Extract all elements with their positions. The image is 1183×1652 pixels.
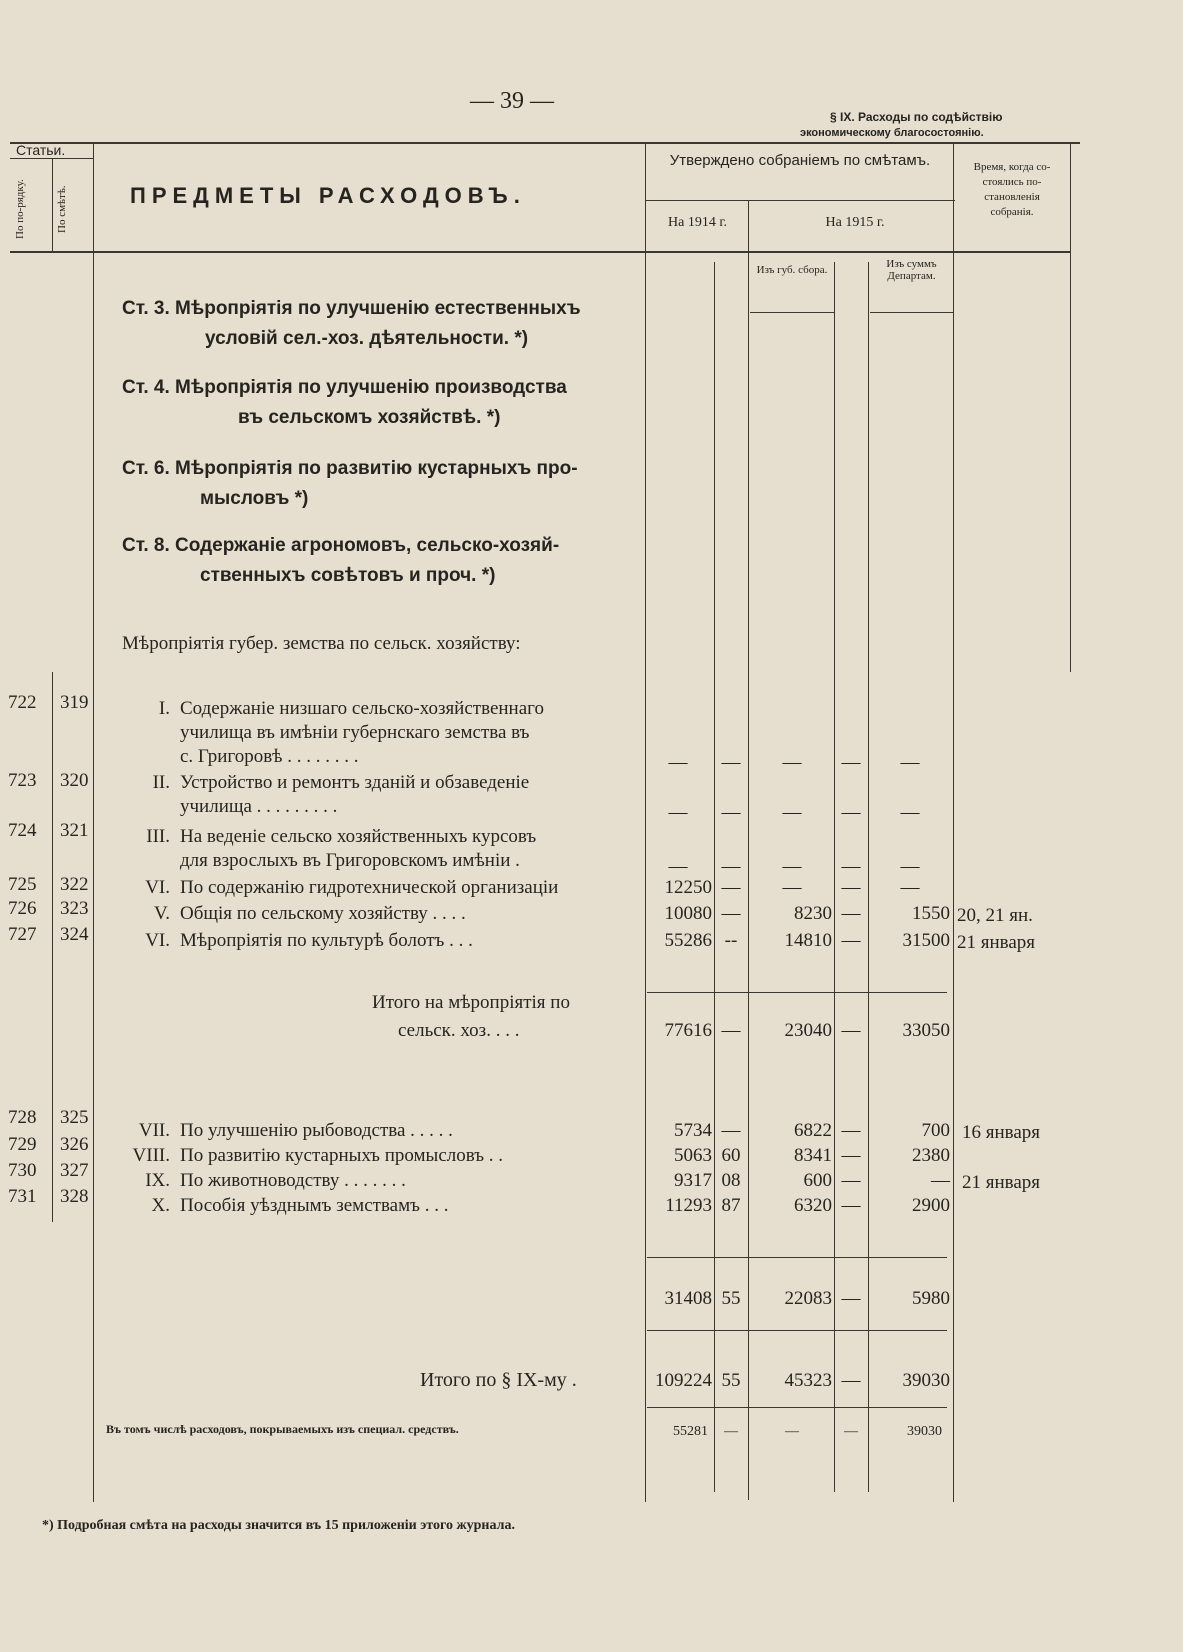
table-cell: 21 января [962,1172,1041,1193]
table-cell: 727 [8,924,37,945]
table-cell: 327 [60,1160,89,1181]
table-cell: 5734 [674,1120,712,1141]
table-cell: 328 [60,1186,89,1207]
table-cell: — [721,856,741,877]
table-cell: 6320 [794,1195,832,1216]
table-cell: 20, 21 ян. [957,905,1033,926]
table-cell: 23040 [784,1020,832,1041]
table-cell: — [668,856,688,877]
table-cell: 21 января [957,932,1036,953]
table-cell: VI. [145,877,170,898]
table-cell: — [782,752,802,773]
table-cell: — [721,877,741,898]
table-cell: 2900 [912,1195,950,1216]
article-8-line2: ственныхъ совѣтовъ и проч. *) [200,565,496,586]
table-cell: — [721,1020,741,1041]
table-cell: 39030 [907,1424,942,1439]
table-cell: 6822 [794,1120,832,1141]
table-cell: — [785,1424,799,1439]
header-from-gub: Изъ губ. сбора. [756,264,828,276]
table-cell: 109224 [655,1370,712,1391]
table-cell: сельск. хоз. . . . [398,1020,520,1041]
header-from-dept: Изъ суммъ Департам. [886,258,937,282]
table-cell: Устройство и ремонтъ зданій и обзаведеніе [180,772,530,793]
table-cell: — [900,802,920,823]
table-cell: 55286 [664,930,712,951]
header-stati: Статьи. [16,142,66,158]
table-cell: — [844,1424,858,1439]
table-cell: 16 января [962,1122,1041,1143]
table-cell: Пособія уѣзднымъ земствамъ . . . [180,1195,449,1216]
table-cell: IX. [145,1170,170,1191]
table-cell: — [841,1145,861,1166]
table-cell: 322 [60,874,89,895]
table-cell: 319 [60,692,89,713]
table-cell: X. [151,1195,170,1216]
article-3-line2: условій сел.-хоз. дѣятельности. *) [205,328,529,349]
table-cell: — [782,877,802,898]
table-cell: По животноводству . . . . . . . [180,1170,406,1191]
table-cell: — [841,856,861,877]
table-cell: — [900,856,920,877]
table-cell: 87 [721,1195,741,1216]
table-cell: — [841,1195,861,1216]
article-4-line1: Ст. 4. Мѣропріятія по улучшенію производства [122,377,567,398]
table-cell: 31408 [664,1288,712,1309]
table-cell: По улучшенію рыбоводства . . . . . [180,1120,453,1141]
article-6-line2: мысловъ *) [200,488,309,509]
table-cell: — [782,802,802,823]
table-cell: Мѣропріятія по культурѣ болотъ . . . [180,930,473,951]
table-cell: 724 [8,820,37,841]
table-cell: 728 [8,1107,37,1128]
table-cell: VIII. [132,1145,170,1166]
table-cell: 31500 [902,930,950,951]
table-cell: 725 [8,874,37,895]
table-cell: 321 [60,820,89,841]
table-cell: — [841,930,861,951]
table-cell: с. Григоровѣ . . . . . . . . [180,746,359,767]
table-cell: 731 [8,1186,37,1207]
table-cell: 77616 [664,1020,712,1041]
table-cell: Общія по сельскому хозяйству . . . . [180,903,466,924]
table-cell: Въ томъ числѣ расходовъ, покрываемыхъ изъ специал. средствъ. [106,1422,459,1436]
table-cell: — [841,1020,861,1041]
table-cell: — [841,877,861,898]
table-cell: — [841,802,861,823]
table-cell: 5980 [912,1288,950,1309]
table-cell: — [841,1370,861,1391]
table-cell: V. [153,903,170,924]
table-cell: 726 [8,898,37,919]
table-cell: 700 [921,1120,950,1141]
article-6-line1: Ст. 6. Мѣропріятія по развитію кустарныхъ про- [122,458,578,479]
table-cell: — [724,1424,738,1439]
table-cell: 2380 [912,1145,950,1166]
table-cell: — [900,877,920,898]
table-cell: III. [146,826,170,847]
table-cell: 8341 [794,1145,832,1166]
table-cell: — [841,752,861,773]
table-cell: 8230 [794,903,832,924]
header-po-poryadku: По по-рядку. [14,179,26,239]
table-cell: — [721,802,741,823]
table-cell: 9317 [674,1170,712,1191]
table-cell: — [931,1170,950,1191]
table-cell: 723 [8,770,37,791]
table-cell: — [782,856,802,877]
table-cell: училища . . . . . . . . . [180,796,338,817]
table-cell: 39030 [902,1370,950,1391]
header-predmety: ПРЕДМЕТЫ РАСХОДОВЪ. [130,183,526,208]
table-cell: 722 [8,692,37,713]
table-cell: По развитію кустарныхъ промысловъ . . [180,1145,504,1166]
footnote: *) Подробная смѣта на расходы значится въ 15 приложеніи этого журнала. [42,1518,515,1533]
table-cell: 325 [60,1107,89,1128]
table-cell: — [841,1288,861,1309]
table-cell: 55281 [673,1424,708,1439]
table-cell: 22083 [784,1288,832,1309]
table-cell: — [668,802,688,823]
table-cell: 326 [60,1134,89,1155]
table-cell: — [841,1170,861,1191]
table-cell: — [668,752,688,773]
table-cell: 1550 [912,903,950,924]
table-cell: 12250 [664,877,712,898]
table-cell: 11293 [665,1195,712,1216]
table-cell: Содержаніе низшаго сельско-хозяйственнаго [180,698,544,719]
table-cell: I. [158,698,170,719]
header-1914: На 1914 г. [668,215,727,230]
table-cell: 33050 [902,1020,950,1041]
article-8-line1: Ст. 8. Содержаніе агрономовъ, сельско-хозяй- [122,535,560,556]
header-time: Время, когда со-стоялись по-становленія собранія. [973,161,1051,218]
table-cell: 08 [721,1170,741,1191]
table-cell: 324 [60,924,89,945]
table-cell: — [721,1120,741,1141]
table-cell: 730 [8,1160,37,1181]
table-cell: для взрослыхъ въ Григоровскомъ имѣніи . [180,850,520,871]
table-cell: На веденіе сельско хозяйственныхъ курсовъ [180,826,537,847]
table-cell: Итого на мѣропріятія по [372,992,570,1013]
header-approved: Утверждено собраніемъ по смѣтамъ. [669,152,931,169]
table-cell: — [721,903,741,924]
table-cell: -- [724,930,738,951]
subheading: Мѣропріятія губер. земства по сельск. хозяйству: [122,633,521,654]
table-cell: II. [152,772,170,793]
table-cell: 55 [721,1288,741,1309]
table-cell: 320 [60,770,89,791]
table-cell: 45323 [784,1370,832,1391]
page-number: — 39 — [470,88,554,114]
table-cell: училища въ имѣніи губернскаго земства въ [180,722,530,743]
table-cell: 5063 [674,1145,712,1166]
table-cell: Итого по § IX-му . [420,1369,577,1391]
table-cell: 60 [721,1145,741,1166]
table-cell: VI. [145,930,170,951]
table-cell: 55 [721,1370,741,1391]
table-cell: 10080 [664,903,712,924]
table-cell: 323 [60,898,89,919]
table-cell: — [841,903,861,924]
table-cell: По содержанію гидротехнической организаціи [180,877,559,898]
table-cell: — [841,1120,861,1141]
article-4-line2: въ сельскомъ хозяйствѣ. *) [238,407,501,428]
table-cell: — [721,752,741,773]
section-heading-line1: § IX. Расходы по содѣйствію [830,110,1003,124]
header-1915: На 1915 г. [825,215,885,230]
table-cell: VII. [138,1120,170,1141]
section-heading-line2: экономическому благосостоянію. [800,127,984,139]
article-3-line1: Ст. 3. Мѣропріятія по улучшенію естественныхъ [122,298,581,319]
table-cell: 14810 [784,930,832,951]
table-cell: 600 [803,1170,832,1191]
table-cell: 729 [8,1134,37,1155]
header-po-smete: По смѣтѣ. [56,185,68,233]
table-cell: — [900,752,920,773]
